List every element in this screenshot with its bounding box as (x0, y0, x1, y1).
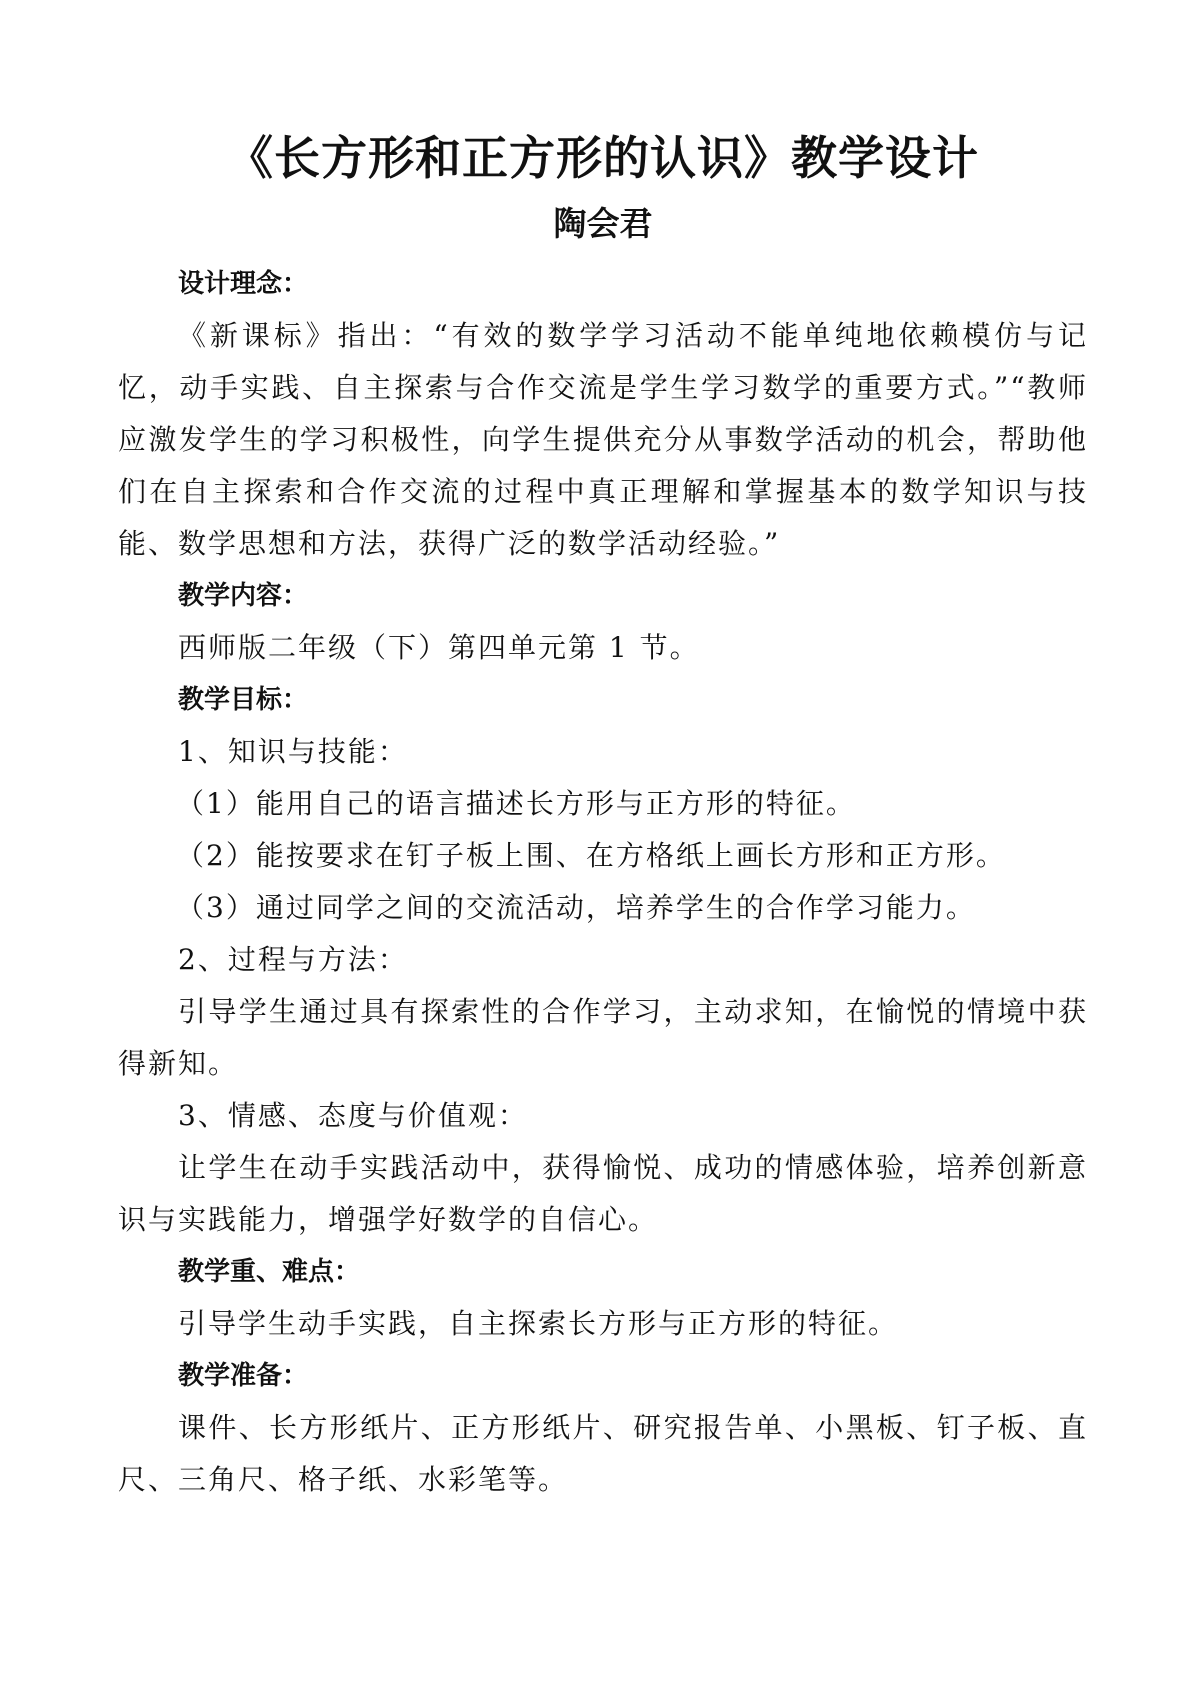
document-title: 《长方形和正方形的认识》教学设计 (227, 131, 979, 185)
goal-item-2: 2、过程与方法： (178, 943, 408, 976)
focus-paragraph: 引导学生动手实践，自主探索长方形与正方形的特征。 (178, 1307, 899, 1340)
concept-paragraph: 《新课标》指出：“有效的数学学习活动不能单纯地依赖模仿与记忆，动手实践、自主探索与合作交流是学生学习数学的重要方式。”“教师应激发学生的学习积极性，向学生提供充分从事数学活动的机会，帮助他们在自主探索和合作交流的过程中真正理解和掌握基本的数学知识与技能、数学思想和方法，获得广泛的数学活动经验。” (118, 319, 1088, 560)
section-heading-focus: 教学重、难点： (178, 1257, 361, 1287)
goal-subitem-1: （1）能用自己的语言描述长方形与正方形的特征。 (176, 787, 856, 820)
goal-item-1: 1、知识与技能： (178, 735, 408, 768)
goal-subitem-3: （3）通过同学之间的交流活动，培养学生的合作学习能力。 (176, 891, 976, 924)
section-heading-concept: 设计理念： (178, 269, 309, 299)
content-paragraph: 西师版二年级（下）第四单元第 1 节。 (178, 631, 700, 664)
prep-paragraph: 课件、长方形纸片、正方形纸片、研究报告单、小黑板、钉子板、直尺、三角尺、格子纸、水彩笔等。 (118, 1411, 1088, 1496)
goal-subitem-2: （2）能按要求在钉子板上围、在方格纸上画长方形和正方形。 (176, 839, 1006, 872)
goal-item-3: 3、情感、态度与价值观： (178, 1099, 528, 1132)
goal-item-2-body: 引导学生通过具有探索性的合作学习，主动求知，在愉悦的情境中获得新知。 (118, 995, 1088, 1080)
author-name: 陶会君 (553, 204, 653, 243)
goal-item-3-body: 让学生在动手实践活动中，获得愉悦、成功的情感体验，培养创新意识与实践能力，增强学好数学的自信心。 (118, 1151, 1088, 1236)
section-heading-prep: 教学准备： (178, 1361, 309, 1391)
document-page (118, 120, 1088, 1506)
section-heading-content: 教学内容： (178, 581, 309, 611)
section-heading-goals: 教学目标： (178, 685, 309, 715)
